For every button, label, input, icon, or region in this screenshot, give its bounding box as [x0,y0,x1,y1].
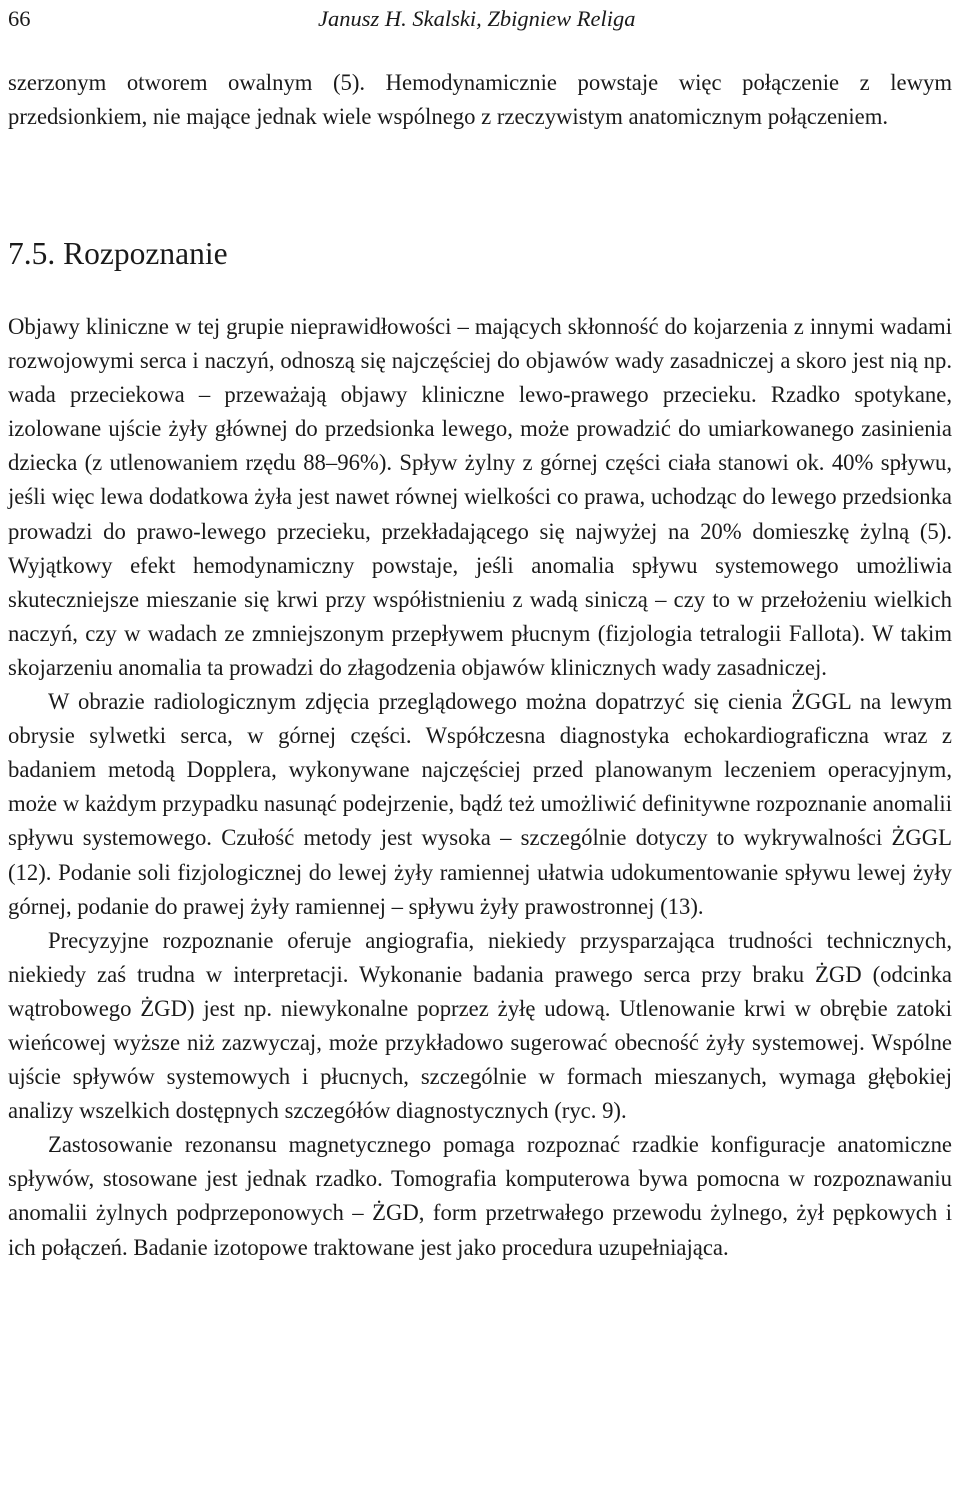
paragraph-angiography: Precyzyjne rozpoznanie oferuje angiografia, niekiedy przysparzająca trudności technicznych, niekiedy zaś trudna w interpretacji. Wykonanie badania prawego serca przy braku ŻGD (odcinka wątrobowego ŻGD) jest np. niewykonalne poprzez żyłę udową. Utlenowanie krwi w obrębie zatoki wieńcowej wyższe niż zazwyczaj, może przykładowo sugerować obecność żyły systemowej. Wspólne ujście spływów systemowych i płucnych, szczególnie w formach mieszanych, wymaga głębokiej analizy wszelkich dostępnych szczegółów diagnostycznych (ryc. 9). [8,927,952,1124]
page-number: 66 [8,6,31,31]
section-body [8,310,952,1265]
paragraph-clinical-symptoms: Objawy kliniczne w tej grupie nieprawidłowości – mających skłonność do kojarzenia z innymi wadami rozwojowymi serca i naczyń, odnoszą się najczęściej do objawów wady zasadniczej a skoro jest nią np. wada przeciekowa – przeważają objawy kliniczne lewo-prawego przecieku. Rzadko spotykane, izolowane ujście żyły głównej do przedsionka lewego, może prowadzić do umiarkowanego zasinienia dziecka (z utlenowaniem rzędu 88–96%). Spływ żylny z górnej części ciała stanowi ok. 40% spływu, jeśli więc lewa dodatkowa żyła jest nawet równej wielkości co prawa, uchodząc do lewego przedsionka prowadzi do prawo-lewego przecieku, przekładającego się najwyżej na 20% domieszkę żylną (5). Wyjątkowy efekt hemodynamiczny powstaje, jeśli anomalia spływu systemowego umożliwia skuteczniejsze mieszanie się krwi przy współistnieniu z wadą siniczą – czy to w przełożeniu wielkich naczyń, czy w wadach ze zmniejszonym przepływem płucnym (fizjologia tetralogii Fallota). W takim skojarzeniu anomalia ta prowadzi do złagodzenia objawów klinicznych wady zasadniczej. [8,314,952,680]
paragraph-radiology-echo: W obrazie radiologicznym zdjęcia przeglądowego można dopatrzyć się cienia ŻGGL na lewym obrysie sylwetki serca, w górnej części. Współczesna diagnostyka echokardiograficzna wraz z badaniem metodą Dopplera, wykonywane najczęściej przed planowanym leczeniem operacyjnym, może w każdym przypadku nasunąć podejrzenie, bądź też umożliwić definitywne rozpoznanie anomalii spływu systemowego. Czułość metody jest wysoka – szczególnie dotyczy to wykrywalności ŻGGL (12). Podanie soli fizjologicznej do lewej żyły ramiennej ułatwia udokumentowanie spływu lewej żyły górnej, podanie do prawej żyły ramiennej – spływu żyły prawostronnej (13). [8,689,952,919]
paragraph-mri-ct: Zastosowanie rezonansu magnetycznego pomaga rozpoznać rzadkie konfiguracje anatomiczne spływów, stosowane jest jednak rzadko. Tomografia komputerowa bywa pomocna w rozpoznawaniu anomalii żylnych podprzeponowych – ŻGD, form przetrwałego przewodu żylnego, żył pępkowych i ich połączeń. Badanie izotopowe traktowane jest jako procedura uzupełniająca. [8,1132,952,1260]
running-header [8,6,952,32]
section-heading: 7.5. Rozpoznanie [8,236,228,271]
intro-paragraph: szerzonym otworem owalnym (5). Hemodynamicznie powstaje więc połączenie z lewym przedsionkiem, nie mające jednak wiele wspólnego z rzeczywistym anatomicznym połączeniem. [8,70,952,130]
running-title: Janusz H. Skalski, Zbigniew Religa [318,6,636,31]
